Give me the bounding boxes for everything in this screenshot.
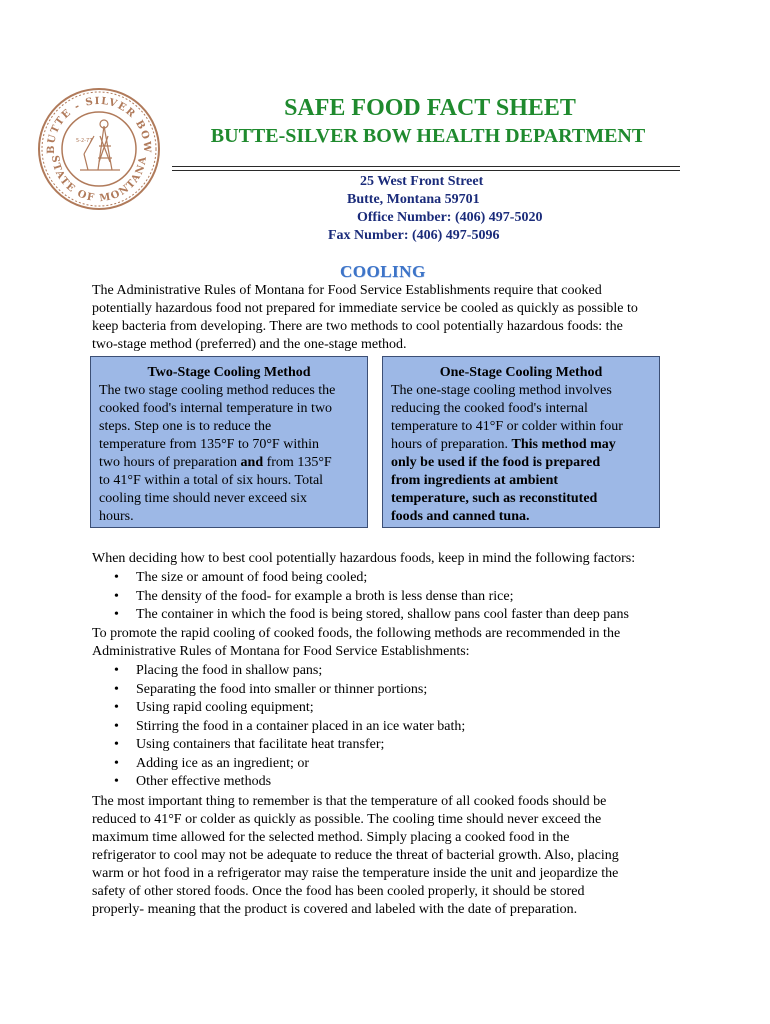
list-item: • Separating the food into smaller or thinner portions; — [114, 681, 428, 697]
svg-text:STATE OF MONTANA: STATE OF MONTANA — [48, 154, 150, 205]
address-street: 25 West Front Street — [360, 174, 484, 189]
svg-text:5-2-77: 5-2-77 — [76, 138, 93, 144]
closing-paragraph: The most important thing to remember is that the temperature of all cooked foods should be reduced to 41°F or colder as quickly as possible. The cooling time should never exceed the maximum time allowed for the selected method. Simply placing a cooked food in the refrigerator to cool may not be adequate to reduce the threat of bacterial growth. Also, placing warm or hot food in a refrigerator may raise the temperature inside the unit and jeopardize the safety of other stored foods. Once the food has been cooled properly, it should be stored properly- meaning that the product is covered and labeled with the date of preparation. — [92, 794, 619, 917]
list-item: • Placing the food in shallow pans; — [114, 663, 323, 678]
one-stage-method-box: One-Stage Cooling Method The one-stage cooling method involves reducing the cooked food's internal temperature to 41°F or colder within four hours of preparation. This method may only be used if the food is prepared from ingredients at ambient temperature, such as reconstituted foods and canned tuna. — [382, 356, 660, 528]
list-item: • Other effective methods — [114, 774, 272, 789]
office-number: Office Number: (406) 497-5020 — [357, 210, 543, 225]
methods-intro: To promote the rapid cooling of cooked foods, the following methods are recommended in the Administrative Rules of Montana for Food Service Establishments: — [92, 626, 621, 659]
county-seal-logo — [36, 86, 162, 212]
list-item: • The density of the food- for example a broth is less dense than rice; — [114, 588, 514, 604]
page-title: SAFE FOOD FACT SHEET — [284, 95, 576, 121]
list-item: • The size or amount of food being cooled; — [114, 570, 368, 585]
list-item: • Adding ice as an ingredient; or — [114, 755, 310, 771]
list-item: • Stirring the food in a container placed in an ice water bath; — [114, 718, 466, 734]
two-stage-heading: Two-Stage Cooling Method — [147, 365, 311, 380]
fax-number: Fax Number: (406) 497-5096 — [328, 228, 500, 243]
list-item: • Using rapid cooling equipment; — [114, 700, 314, 715]
svg-text:BUTTE - SILVER BOW: BUTTE - SILVER BOW — [45, 95, 153, 155]
section-heading-cooling: COOLING — [340, 262, 426, 281]
department-name: BUTTE-SILVER BOW HEALTH DEPARTMENT — [210, 125, 646, 147]
intro-paragraph: The Administrative Rules of Montana for Food Service Establishments require that cooked potentially hazardous food not prepared for immediate service be cooled as quickly as possible to keep bacteria from developing. There are two methods to cool potentially hazardous foods: the two-stage method (preferred) and the one-stage method. — [92, 283, 638, 352]
factors-intro: When deciding how to best cool potentially hazardous foods, keep in mind the following factors: — [92, 551, 636, 566]
methods-list — [92, 662, 692, 792]
factors-list — [92, 569, 692, 625]
list-item: • The container in which the food is being stored, shallow pans cool faster than deep pans — [114, 607, 629, 622]
header-divider-double — [172, 170, 680, 171]
header-divider — [172, 166, 680, 167]
two-stage-method-box: Two-Stage Cooling Method The two stage cooling method reduces the cooked food's internal temperature in two steps. Step one is to reduce the temperature from 135°F to 70°F within two hours of preparation and from 135°F to 41°F within a total of six hours. Total cooling time should never exceed six hours. — [90, 356, 368, 528]
one-stage-heading: One-Stage Cooling Method — [439, 365, 603, 380]
list-item: • Using containers that facilitate heat transfer; — [114, 737, 385, 752]
address-city: Butte, Montana 59701 — [347, 192, 480, 207]
